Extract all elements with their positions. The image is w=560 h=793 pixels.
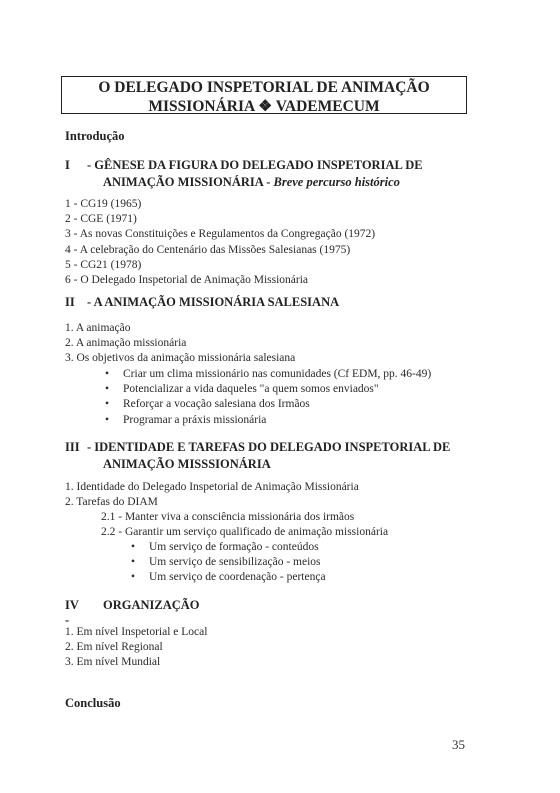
section-3-title: - IDENTIDADE E TAREFAS DO DELEGADO INSPETORIAL DE	[87, 440, 451, 454]
section-3-sublist	[101, 510, 388, 540]
title-line-1: O DELEGADO INSPETORIAL DE ANIMAÇÃO	[98, 79, 430, 96]
section-1-title: - GÊNESE DA FIGURA DO DELEGADO INSPETORIAL DE	[87, 158, 423, 172]
list-item: 1. Identidade do Delegado Inspetorial de Animação Missionária	[65, 481, 359, 493]
bullet-item: • Um serviço de formação - conteúdos	[131, 540, 326, 555]
list-item: 3. Em nível Mundial	[65, 656, 161, 669]
section-4-list	[65, 625, 207, 671]
list-item: 2 - CGE (1971)	[65, 213, 137, 226]
section-3-bullets	[131, 540, 326, 586]
list-item: 2. Tarefas do DIAM	[65, 496, 158, 509]
section-3-number: III	[65, 440, 80, 454]
section-3-list	[65, 480, 359, 510]
title-line-2: MISSIONÁRIA ❖ VADEMECUM	[148, 98, 380, 115]
conclusion-heading: Conclusão	[65, 696, 121, 710]
section-1-list	[65, 197, 375, 288]
list-item: 1 - CG19 (1965)	[65, 198, 142, 210]
title-box	[61, 76, 467, 114]
list-item: 6 - O Delegado Inspetorial de Animação Missionária	[65, 274, 309, 287]
section-2-bullets	[105, 367, 431, 428]
list-item: 2. Em nível Regional	[65, 641, 163, 654]
section-1-title-cont-text: ANIMAÇÃO MISSIONÁRIA -	[103, 175, 274, 189]
section-2-title: - A ANIMAÇÃO MISSIONÁRIA SALESIANA	[87, 295, 340, 309]
section-1-title-cont	[103, 175, 400, 190]
sub-item: 2.1 - Manter viva a consciência missionária dos irmãos	[101, 511, 355, 523]
page-number: 35	[452, 737, 465, 752]
bullet-item: • Reforçar a vocação salesiana dos Irmãos	[105, 397, 431, 412]
bullet-item: • Um serviço de coordenação - pertença	[131, 570, 326, 585]
list-item: 3 - As novas Constituições e Regulamentos da Congregação (1972)	[65, 228, 376, 241]
section-4-title: ORGANIZAÇÃO	[103, 598, 200, 612]
bullet-item: • Um serviço de sensibilização - meios	[131, 555, 326, 570]
bullet-item: • Programar a práxis missionária	[105, 413, 431, 428]
list-item: 3. Os objetivos da animação missionária salesiana	[65, 352, 296, 365]
section-3-title-cont: ANIMAÇÃO MISSSIONÁRIA	[103, 457, 271, 471]
section-1-title-italic: Breve percurso histórico	[273, 175, 400, 189]
list-item: 2. A animação missionária	[65, 337, 187, 350]
intro-heading: Introdução	[65, 129, 125, 143]
sub-item: 2.2 - Garantir um serviço qualificado de animação missionária	[101, 526, 389, 539]
list-item: 1. Em nível Inspetorial e Local	[65, 626, 208, 638]
section-1-number: I	[65, 158, 70, 172]
bullet-item: • Criar um clima missionário nas comunidades (Cf EDM, pp. 46-49)	[105, 367, 431, 382]
list-item: 4 - A celebração do Centenário das Missões Salesianas (1975)	[65, 243, 351, 256]
section-2-number: II	[65, 295, 75, 309]
list-item: 1. A animação	[65, 322, 131, 334]
section-2-list	[65, 321, 295, 367]
section-4-number: IV -	[65, 598, 79, 627]
list-item: 5 - CG21 (1978)	[65, 258, 142, 271]
bullet-item: • Potencializar a vida daqueles "a quem somos enviados"	[105, 382, 431, 397]
